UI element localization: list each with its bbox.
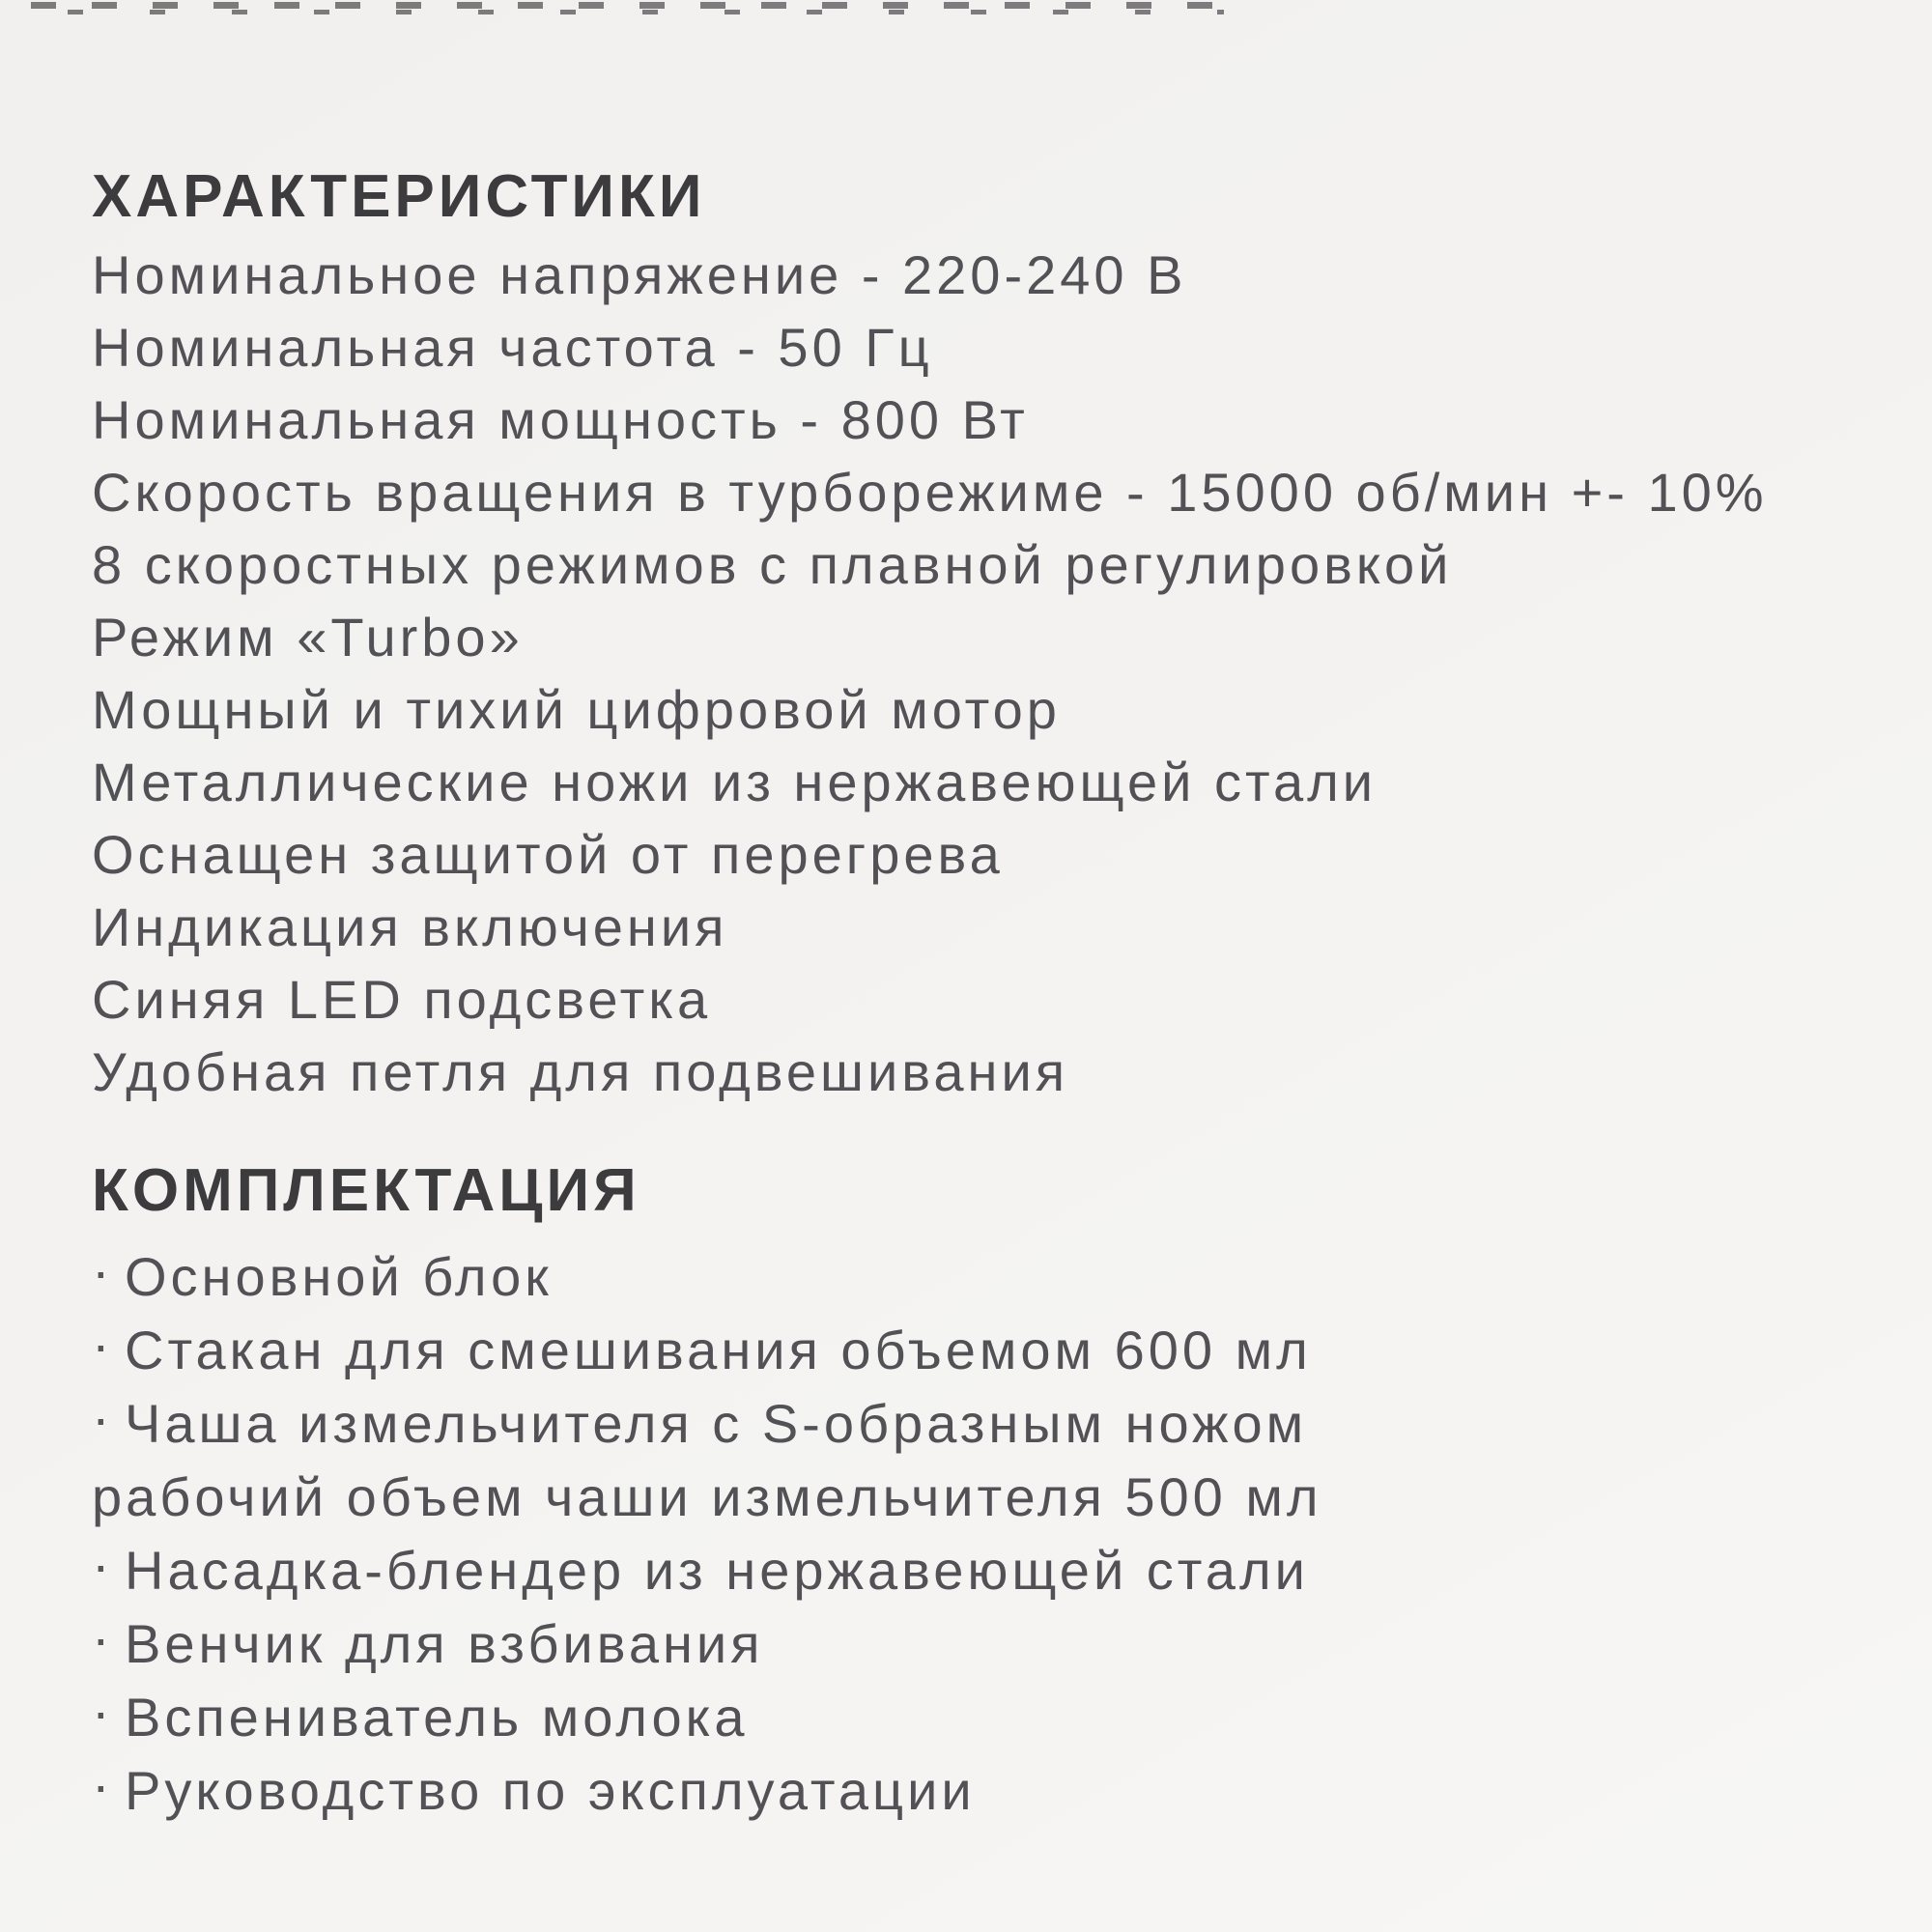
specs-list xyxy=(92,239,1903,1108)
bullet-dot-icon: · xyxy=(92,1607,114,1668)
package-item xyxy=(92,1314,1903,1387)
package-item-continuation xyxy=(92,1461,1903,1534)
spec-line: Индикация включения xyxy=(92,896,728,957)
spec-line: Металлические ножи из нержавеющей стали xyxy=(92,752,1378,812)
package-item xyxy=(92,1240,1903,1314)
package-item xyxy=(92,1534,1903,1607)
package-item xyxy=(92,1607,1903,1681)
bullet-dot-icon: · xyxy=(92,1240,114,1301)
spec-line: Мощный и тихий цифровой мотор xyxy=(92,679,1061,740)
package-item-label: Чаша измельчителя с S-образным ножом xyxy=(125,1393,1308,1454)
bullet-dot-icon: · xyxy=(92,1681,114,1742)
package-item-label: Венчик для взбивания xyxy=(125,1613,764,1674)
package-item-label: Насадка-блендер из нержавеющей стали xyxy=(125,1540,1309,1601)
specs-section-title: ХАРАКТЕРИСТИКИ xyxy=(92,163,706,230)
spec-line: Режим «Turbo» xyxy=(92,607,524,668)
package-list xyxy=(92,1240,1903,1828)
package-item-label: Основной блок xyxy=(125,1246,553,1307)
package-section-title: КОМПЛЕКТАЦИЯ xyxy=(92,1157,640,1224)
package-item-label: Руководство по эксплуатации xyxy=(125,1760,976,1821)
spec-line: Номинальная частота - 50 Гц xyxy=(92,317,933,378)
panel-content xyxy=(92,0,1903,1828)
spec-line: Скорость вращения в турборежиме - 15000 об/мин +- 10% xyxy=(92,462,1768,523)
package-item xyxy=(92,1681,1903,1754)
spec-line: Синяя LED подсветка xyxy=(92,969,712,1030)
package-item-label: Стакан для смешивания объемом 600 мл xyxy=(125,1320,1312,1380)
spec-line: Оснащен защитой от перегрева xyxy=(92,824,1004,885)
spec-line: Номинальное напряжение - 220-240 В xyxy=(92,244,1187,305)
bullet-dot-icon: · xyxy=(92,1314,114,1375)
bullet-dot-icon: · xyxy=(92,1754,114,1815)
bullet-dot-icon: · xyxy=(92,1387,114,1448)
spec-line: Удобная петля для подвешивания xyxy=(92,1041,1069,1102)
spec-line: 8 скоростных режимов с плавной регулировкой xyxy=(92,534,1453,595)
package-item xyxy=(92,1387,1903,1461)
package-item-label: рабочий объем чаши измельчителя 500 мл xyxy=(92,1466,1322,1527)
bullet-dot-icon: · xyxy=(92,1534,114,1595)
package-item xyxy=(92,1754,1903,1828)
package-item-label: Вспениватель молока xyxy=(125,1687,749,1747)
spec-line: Номинальная мощность - 800 Вт xyxy=(92,389,1029,450)
